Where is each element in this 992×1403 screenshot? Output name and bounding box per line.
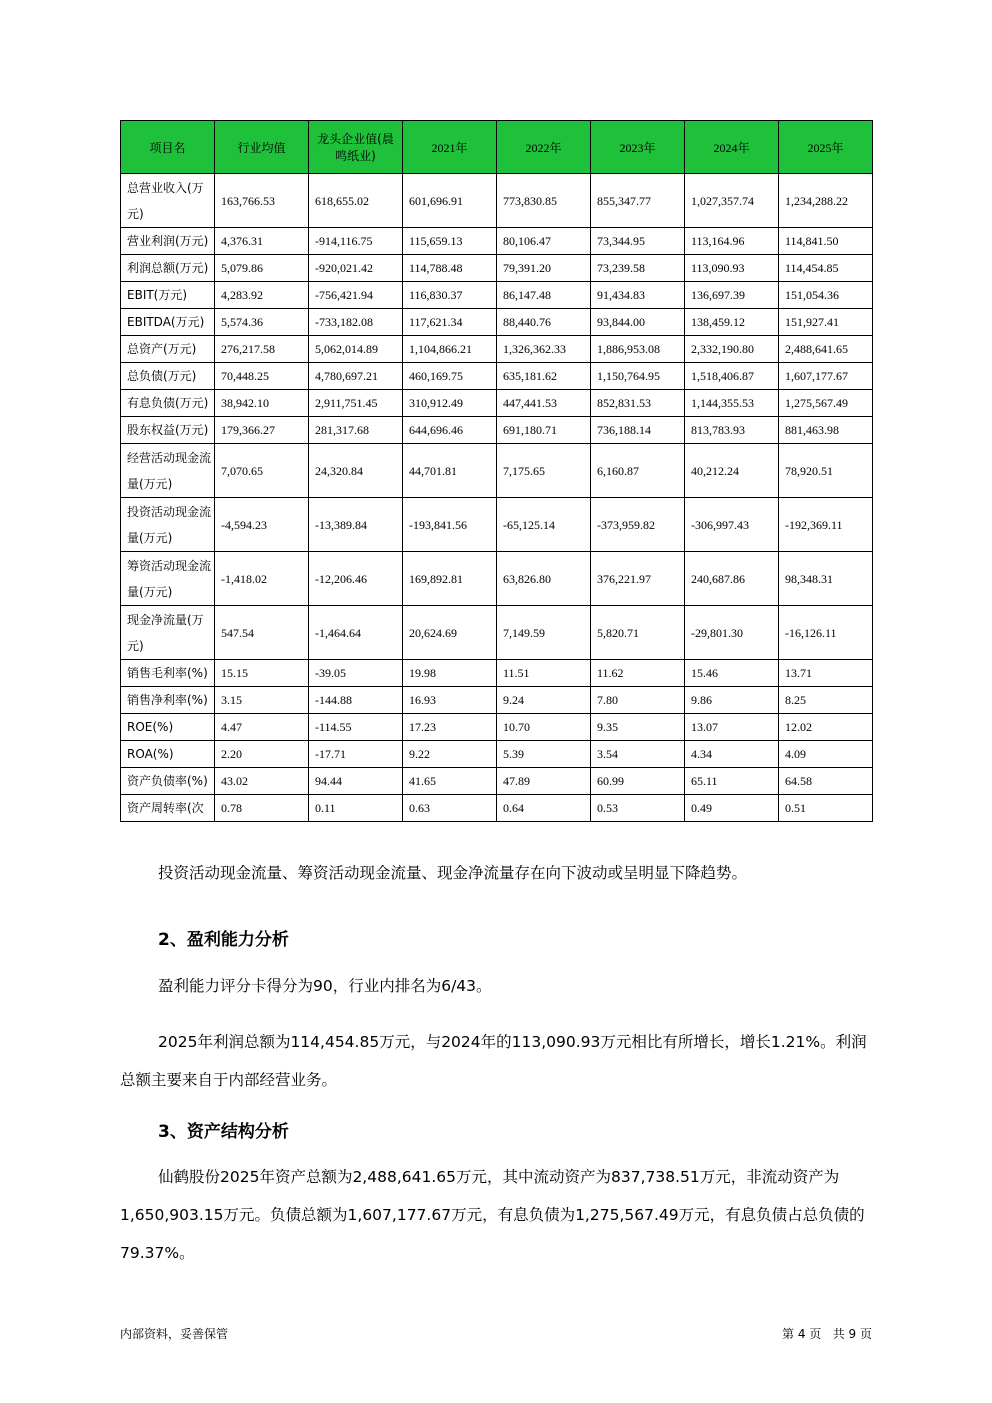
table-cell: 16.93 (403, 687, 497, 714)
table-cell: -144.88 (309, 687, 403, 714)
table-row (121, 606, 873, 660)
table-cell: 3.15 (215, 687, 309, 714)
table-cell: 15.15 (215, 660, 309, 687)
table-cell: 60.99 (591, 768, 685, 795)
section-2-heading: 2、盈利能力分析 (158, 930, 289, 950)
table-cell: 0.64 (497, 795, 591, 822)
table-cell: 15.46 (685, 660, 779, 687)
table-cell: 4,376.31 (215, 228, 309, 255)
header-cell: 行业均值 (215, 121, 309, 174)
table-cell: -756,421.94 (309, 282, 403, 309)
table-cell: 813,783.93 (685, 417, 779, 444)
table-cell: 113,164.96 (685, 228, 779, 255)
table-cell: 70,448.25 (215, 363, 309, 390)
table-cell: -192,369.11 (779, 498, 873, 552)
table-cell: -1,418.02 (215, 552, 309, 606)
table-header-row (121, 121, 873, 174)
table-cell: -65,125.14 (497, 498, 591, 552)
table-row (121, 309, 873, 336)
table-cell: -733,182.08 (309, 309, 403, 336)
table-cell: 773,830.85 (497, 174, 591, 228)
table-row (121, 741, 873, 768)
table-cell: -39.05 (309, 660, 403, 687)
table-cell: 460,169.75 (403, 363, 497, 390)
table-cell: 63,826.80 (497, 552, 591, 606)
table-cell: 276,217.58 (215, 336, 309, 363)
table-cell: 179,366.27 (215, 417, 309, 444)
table-cell: 13.07 (685, 714, 779, 741)
table-cell: 281,317.68 (309, 417, 403, 444)
table-cell: 13.71 (779, 660, 873, 687)
table-cell: 644,696.46 (403, 417, 497, 444)
table-cell: -16,126.11 (779, 606, 873, 660)
table-cell: -1,464.64 (309, 606, 403, 660)
table-cell: -920,021.42 (309, 255, 403, 282)
row-label: 总资产(万元) (121, 336, 215, 363)
table-cell: 9.35 (591, 714, 685, 741)
table-row (121, 228, 873, 255)
table-cell: 4.09 (779, 741, 873, 768)
table-cell: 5,574.36 (215, 309, 309, 336)
table-cell: 7.80 (591, 687, 685, 714)
table-cell: 20,624.69 (403, 606, 497, 660)
table-cell: -17.71 (309, 741, 403, 768)
table-cell: 2,911,751.45 (309, 390, 403, 417)
table-cell: 94.44 (309, 768, 403, 795)
table-cell: 1,027,357.74 (685, 174, 779, 228)
table-cell: 1,326,362.33 (497, 336, 591, 363)
table-cell: 7,175.65 (497, 444, 591, 498)
table-row (121, 363, 873, 390)
table-cell: 855,347.77 (591, 174, 685, 228)
table-cell: 635,181.62 (497, 363, 591, 390)
table-cell: 138,459.12 (685, 309, 779, 336)
row-label: 资产负债率(%) (121, 768, 215, 795)
table-cell: -306,997.43 (685, 498, 779, 552)
header-cell: 2025年 (779, 121, 873, 174)
table-cell: 691,180.71 (497, 417, 591, 444)
table-cell: 11.51 (497, 660, 591, 687)
table-cell: 3.54 (591, 741, 685, 768)
table-cell: 64.58 (779, 768, 873, 795)
header-cell: 项目名 (121, 121, 215, 174)
table-cell: 9.22 (403, 741, 497, 768)
table-cell: -29,801.30 (685, 606, 779, 660)
table-cell: 24,320.84 (309, 444, 403, 498)
table-cell: -13,389.84 (309, 498, 403, 552)
table-cell: 93,844.00 (591, 309, 685, 336)
table-row (121, 174, 873, 228)
table-cell: 19.98 (403, 660, 497, 687)
table-cell: 736,188.14 (591, 417, 685, 444)
table-cell: 5,062,014.89 (309, 336, 403, 363)
table-cell: 4,283.92 (215, 282, 309, 309)
table-cell: 2.20 (215, 741, 309, 768)
table-cell: 1,518,406.87 (685, 363, 779, 390)
table-cell: 618,655.02 (309, 174, 403, 228)
table-cell: 43.02 (215, 768, 309, 795)
row-label: 销售净利率(%) (121, 687, 215, 714)
table-cell: 2,488,641.65 (779, 336, 873, 363)
row-label: EBIT(万元) (121, 282, 215, 309)
table-cell: 12.02 (779, 714, 873, 741)
table-cell: 41.65 (403, 768, 497, 795)
row-label: ROE(%) (121, 714, 215, 741)
table-cell: 116,830.37 (403, 282, 497, 309)
table-cell: 113,090.93 (685, 255, 779, 282)
row-label: 总营业收入(万元) (121, 174, 215, 228)
table-cell: 40,212.24 (685, 444, 779, 498)
table-cell: 1,275,567.49 (779, 390, 873, 417)
table-cell: 7,070.65 (215, 444, 309, 498)
table-row (121, 795, 873, 822)
table-row (121, 552, 873, 606)
header-cell: 2022年 (497, 121, 591, 174)
table-cell: 117,621.34 (403, 309, 497, 336)
table-cell: 1,150,764.95 (591, 363, 685, 390)
table-cell: 114,454.85 (779, 255, 873, 282)
financial-table (120, 120, 873, 822)
table-cell: 73,239.58 (591, 255, 685, 282)
table-cell: 0.11 (309, 795, 403, 822)
table-cell: 114,841.50 (779, 228, 873, 255)
table-cell: 78,920.51 (779, 444, 873, 498)
table-cell: 1,886,953.08 (591, 336, 685, 363)
footer-confidential-note: 内部资料，妥善保管 (120, 1327, 229, 1341)
table-cell: 1,144,355.53 (685, 390, 779, 417)
header-cell: 龙头企业值(晨鸣纸业) (309, 121, 403, 174)
table-cell: 4.34 (685, 741, 779, 768)
section-3-heading: 3、资产结构分析 (158, 1122, 289, 1142)
table-cell: 163,766.53 (215, 174, 309, 228)
section-2-paragraph-1: 盈利能力评分卡得分为90，行业内排名为6/43。 (158, 977, 492, 995)
table-cell: 17.23 (403, 714, 497, 741)
table-cell: 852,831.53 (591, 390, 685, 417)
table-cell: 5,079.86 (215, 255, 309, 282)
table-cell: 4,780,697.21 (309, 363, 403, 390)
table-cell: 65.11 (685, 768, 779, 795)
section-2-paragraph-2: 2025年利润总额为114,454.85万元，与2024年的113,090.93万元相比有所增长，增长1.21%。利润总额主要来自于内部经营业务。 (120, 1033, 867, 1089)
row-label: EBITDA(万元) (121, 309, 215, 336)
table-cell: 0.51 (779, 795, 873, 822)
table-cell: 5,820.71 (591, 606, 685, 660)
table-cell: 44,701.81 (403, 444, 497, 498)
table-cell: -914,116.75 (309, 228, 403, 255)
table-cell: 9.24 (497, 687, 591, 714)
table-cell: 9.86 (685, 687, 779, 714)
table-cell: 136,697.39 (685, 282, 779, 309)
row-label: 有息负债(万元) (121, 390, 215, 417)
row-label: ROA(%) (121, 741, 215, 768)
table-cell: 1,104,866.21 (403, 336, 497, 363)
table-cell: 1,234,288.22 (779, 174, 873, 228)
table-cell: 447,441.53 (497, 390, 591, 417)
table-cell: 0.49 (685, 795, 779, 822)
row-label: 总负债(万元) (121, 363, 215, 390)
table-body (121, 174, 873, 822)
table-row (121, 714, 873, 741)
table-cell: 47.89 (497, 768, 591, 795)
table-cell: 6,160.87 (591, 444, 685, 498)
table-cell: 169,892.81 (403, 552, 497, 606)
table-cell: 88,440.76 (497, 309, 591, 336)
table-cell: 601,696.91 (403, 174, 497, 228)
row-label: 投资活动现金流量(万元) (121, 498, 215, 552)
table-row (121, 444, 873, 498)
table-cell: 5.39 (497, 741, 591, 768)
table-cell: 8.25 (779, 687, 873, 714)
table-cell: 2,332,190.80 (685, 336, 779, 363)
table-cell: 376,221.97 (591, 552, 685, 606)
table-row (121, 498, 873, 552)
table-cell: 73,344.95 (591, 228, 685, 255)
table-cell: 86,147.48 (497, 282, 591, 309)
header-cell: 2024年 (685, 121, 779, 174)
table-cell: 11.62 (591, 660, 685, 687)
table-cell: 1,607,177.67 (779, 363, 873, 390)
table-cell: 0.63 (403, 795, 497, 822)
table-cell: 4.47 (215, 714, 309, 741)
table-cell: 240,687.86 (685, 552, 779, 606)
table-row (121, 660, 873, 687)
table-row (121, 282, 873, 309)
table-cell: 547.54 (215, 606, 309, 660)
header-cell: 2021年 (403, 121, 497, 174)
table-cell: 881,463.98 (779, 417, 873, 444)
table-cell: 79,391.20 (497, 255, 591, 282)
table-cell: 98,348.31 (779, 552, 873, 606)
table-cell: 38,942.10 (215, 390, 309, 417)
table-cell: 0.53 (591, 795, 685, 822)
row-label: 筹资活动现金流量(万元) (121, 552, 215, 606)
table-cell: -4,594.23 (215, 498, 309, 552)
footer-page-number: 第 4 页 共 9 页 (782, 1327, 872, 1341)
table-cell: 91,434.83 (591, 282, 685, 309)
row-label: 现金净流量(万元) (121, 606, 215, 660)
table-cell: -373,959.82 (591, 498, 685, 552)
section-3-paragraph-1: 仙鹤股份2025年资产总额为2,488,641.65万元，其中流动资产为837,738.51万元，非流动资产为1,650,903.15万元。负债总额为1,607,177.67万元，有息负债为1,275,567.49万元，有息负债占总负债的79.37%。 (120, 1168, 865, 1262)
table-cell: 7,149.59 (497, 606, 591, 660)
row-label: 资产周转率(次 (121, 795, 215, 822)
row-label: 营业利润(万元) (121, 228, 215, 255)
table-cell: 115,659.13 (403, 228, 497, 255)
table-row (121, 417, 873, 444)
table-cell: -12,206.46 (309, 552, 403, 606)
row-label: 销售毛利率(%) (121, 660, 215, 687)
table-cell: 151,927.41 (779, 309, 873, 336)
row-label: 利润总额(万元) (121, 255, 215, 282)
table-cell: 10.70 (497, 714, 591, 741)
table-row (121, 768, 873, 795)
table-cell: 80,106.47 (497, 228, 591, 255)
table-cell: 151,054.36 (779, 282, 873, 309)
table-cell: 114,788.48 (403, 255, 497, 282)
table-row (121, 255, 873, 282)
header-cell: 2023年 (591, 121, 685, 174)
table-cell: 310,912.49 (403, 390, 497, 417)
table-row (121, 336, 873, 363)
table-cell: -193,841.56 (403, 498, 497, 552)
row-label: 经营活动现金流量(万元) (121, 444, 215, 498)
table-row (121, 390, 873, 417)
table-cell: 0.78 (215, 795, 309, 822)
cashflow-paragraph: 投资活动现金流量、筹资活动现金流量、现金净流量存在向下波动或呈明显下降趋势。 (158, 864, 748, 882)
table-cell: -114.55 (309, 714, 403, 741)
table-row (121, 687, 873, 714)
row-label: 股东权益(万元) (121, 417, 215, 444)
